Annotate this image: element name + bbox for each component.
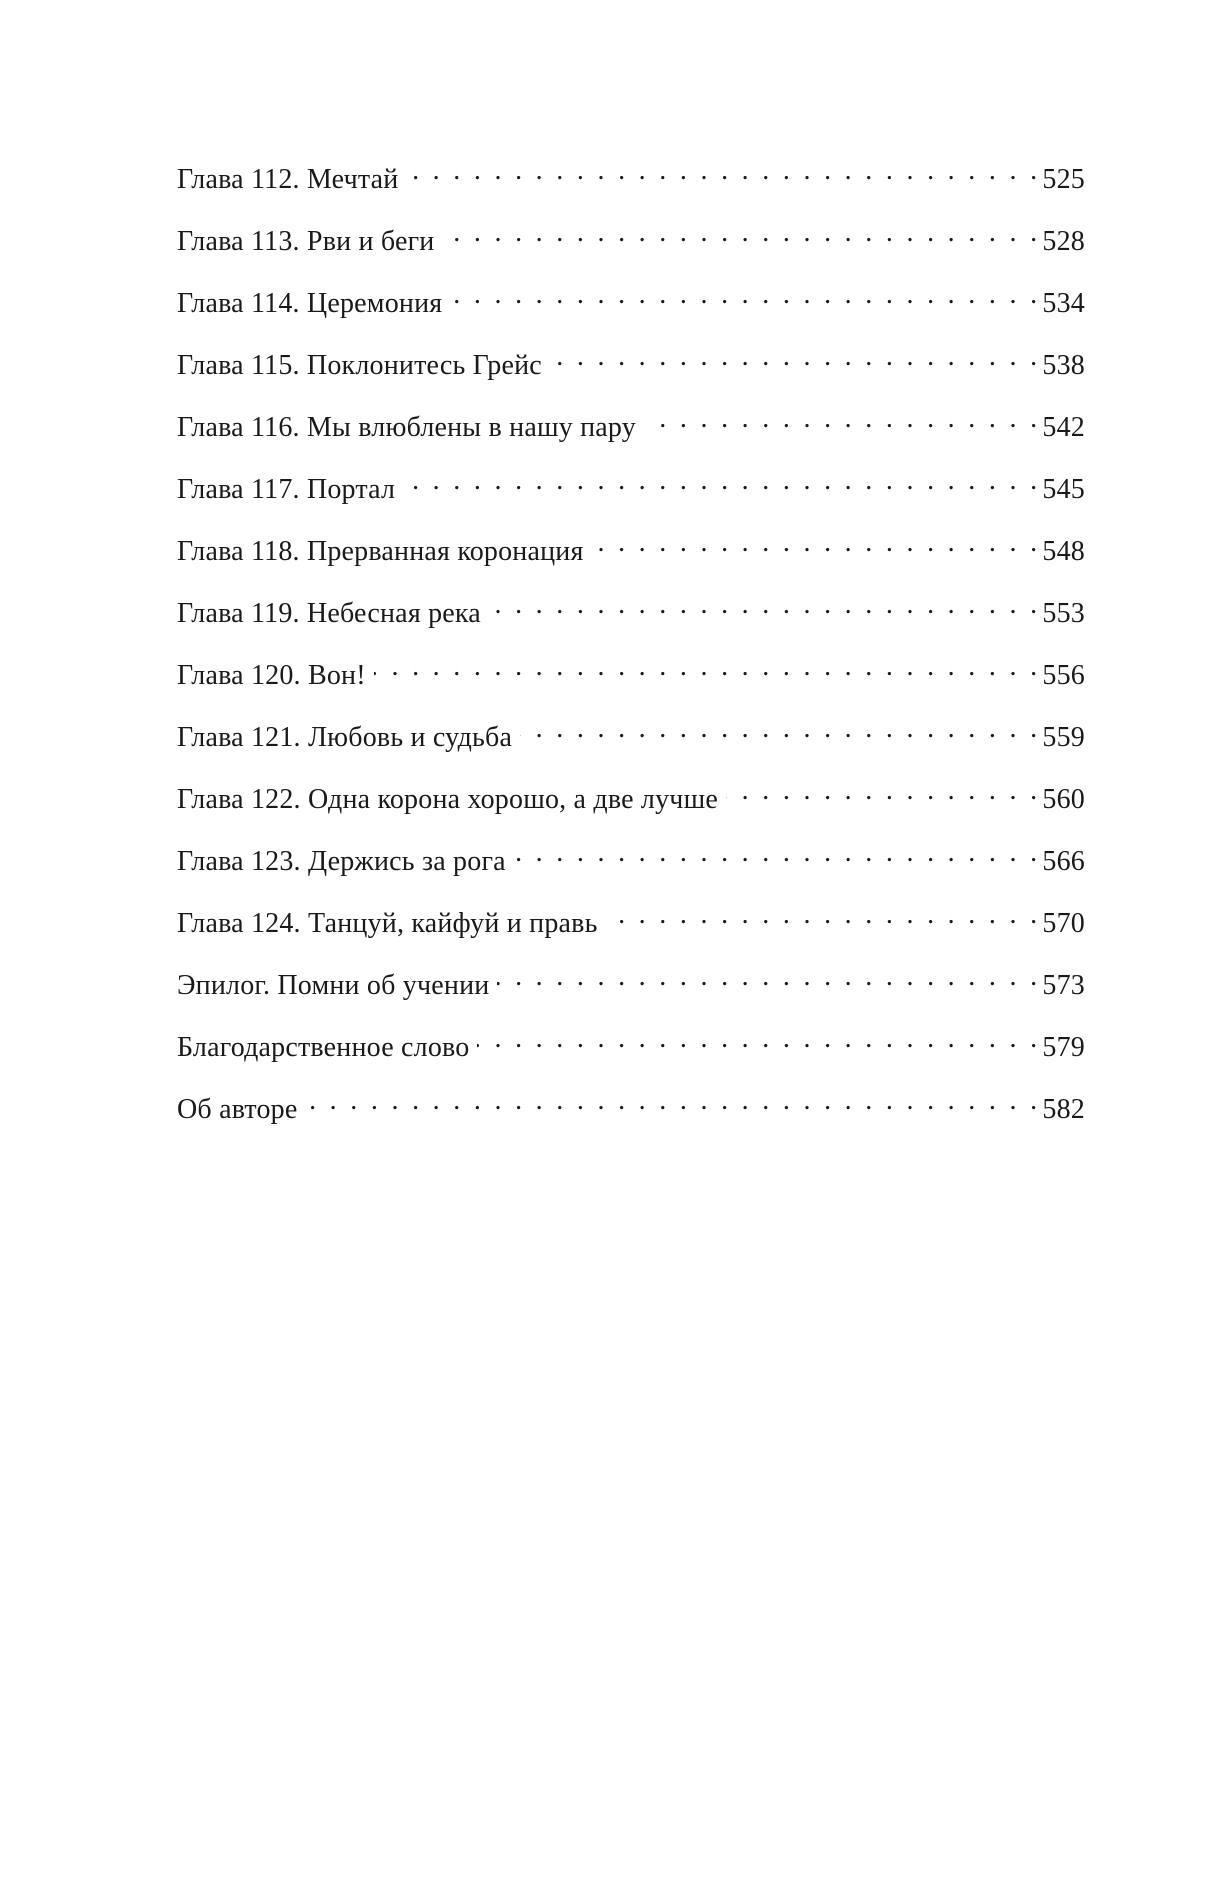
toc-entry-page: 579 [1042,1032,1085,1063]
toc-entry [177,1022,1085,1084]
toc-dot-leader [406,154,1040,188]
toc-entry-title: Об авторе [177,1094,298,1125]
toc-entry-title: Глава 122. Одна корона хорошо, а две лучше [177,784,718,815]
toc-dot-leader [403,464,1040,498]
toc-dot-leader [497,960,1040,994]
toc-entry-title: Глава 115. Поклонитесь Грейс [177,350,542,381]
toc-entry-page: 570 [1042,908,1085,939]
toc-entry-page: 553 [1042,598,1085,629]
toc-entry-page: 542 [1042,412,1085,443]
toc-entry [177,1084,1085,1146]
toc-entry [177,836,1085,898]
table-of-contents [177,154,1085,1146]
toc-dot-leader [606,898,1041,932]
toc-entry-page: 582 [1042,1094,1085,1125]
toc-dot-leader [374,650,1041,684]
toc-entry-title: Глава 116. Мы влюблены в нашу пару [177,412,636,443]
toc-entry [177,154,1085,216]
toc-entry [177,278,1085,340]
toc-entry-title: Глава 113. Рви и беги [177,226,435,257]
toc-dot-leader [592,526,1041,560]
toc-entry [177,340,1085,402]
toc-entry-title: Глава 124. Танцуй, кайфуй и правь [177,908,598,939]
toc-dot-leader [550,340,1040,374]
toc-dot-leader [306,1084,1041,1118]
toc-dot-leader [489,588,1040,622]
toc-entry-title: Глава 118. Прерванная коронация [177,536,584,567]
toc-entry [177,464,1085,526]
toc-entry [177,402,1085,464]
toc-entry-page: 556 [1042,660,1085,691]
toc-entry-title: Глава 120. Вон! [177,660,366,691]
toc-entry-title: Глава 117. Портал [177,474,396,505]
toc-entry-title: Глава 123. Держись за рога [177,846,506,877]
toc-entry-page: 545 [1042,474,1085,505]
toc-entry [177,712,1085,774]
toc-entry-page: 560 [1042,784,1085,815]
toc-entry-page: 538 [1042,350,1085,381]
toc-entry-title: Эпилог. Помни об учении [177,970,490,1001]
toc-entry [177,960,1085,1022]
toc-dot-leader [450,278,1040,312]
toc-dot-leader [644,402,1040,436]
toc-entry [177,526,1085,588]
toc-entry-page: 528 [1042,226,1085,257]
toc-entry-page: 525 [1042,164,1085,195]
toc-entry-title: Глава 112. Мечтай [177,164,399,195]
toc-entry-page: 548 [1042,536,1085,567]
toc-entry-title: Глава 114. Церемония [177,288,443,319]
toc-entry-page: 534 [1042,288,1085,319]
toc-entry-title: Благодарственное слово [177,1032,470,1063]
toc-dot-leader [514,836,1041,870]
toc-entry-page: 566 [1042,846,1085,877]
toc-entry [177,774,1085,836]
toc-entry-title: Глава 119. Небесная река [177,598,481,629]
toc-entry [177,650,1085,712]
toc-dot-leader [442,216,1040,250]
toc-entry [177,588,1085,650]
toc-entry-title: Глава 121. Любовь и судьба [177,722,513,753]
toc-dot-leader [726,774,1040,808]
toc-entry-page: 573 [1042,970,1085,1001]
toc-dot-leader [477,1022,1040,1056]
toc-entry [177,898,1085,960]
toc-dot-leader [520,712,1040,746]
toc-entry-page: 559 [1042,722,1085,753]
toc-entry [177,216,1085,278]
